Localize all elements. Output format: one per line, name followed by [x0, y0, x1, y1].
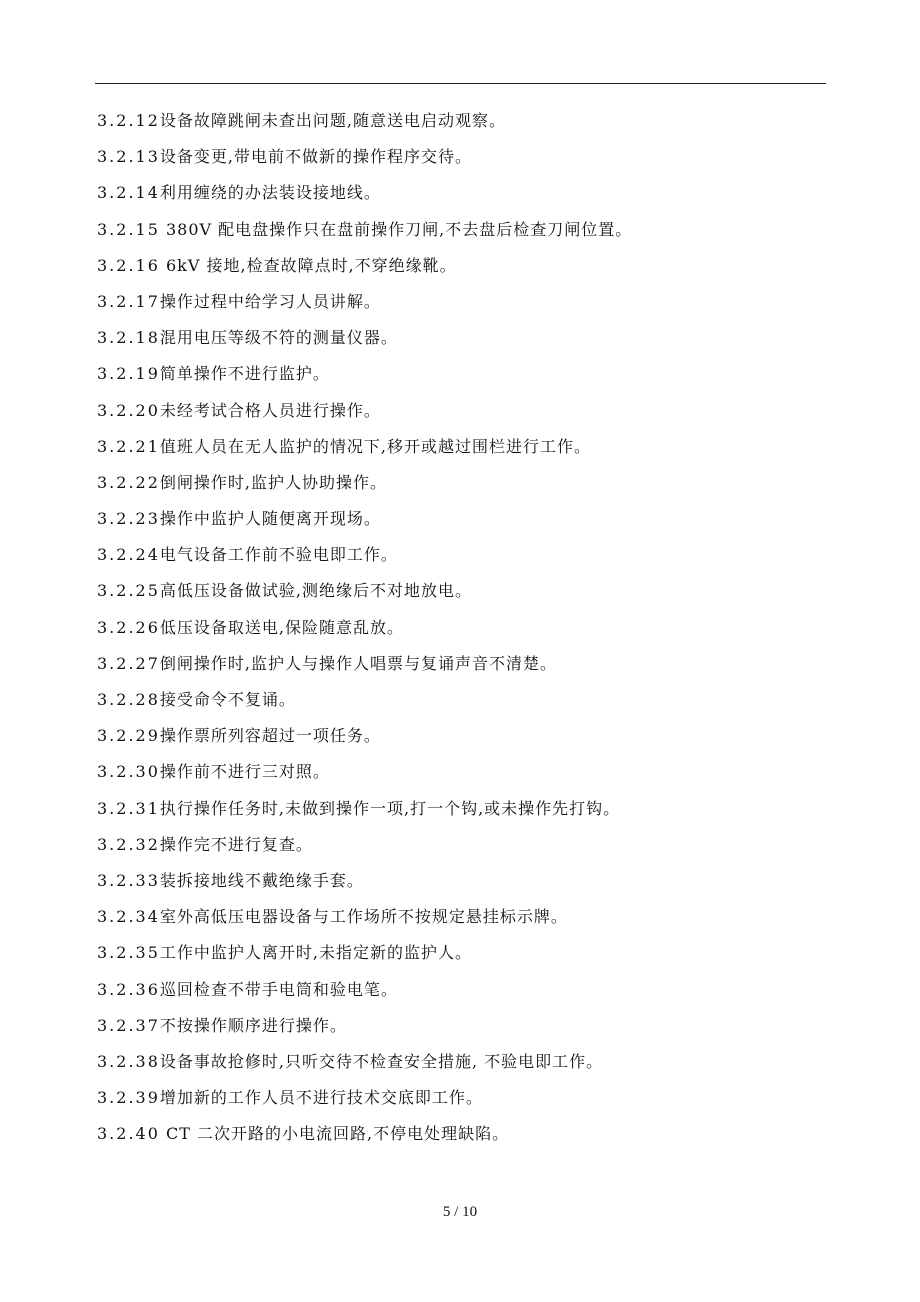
item-number: 3.2.38 — [97, 1051, 160, 1071]
item-text: 工作中监护人离开时,未指定新的监护人。 — [159, 943, 472, 963]
item-text: 室外高低压电器设备与工作场所不按规定悬挂标示牌。 — [159, 907, 568, 927]
item-number: 3.2.12 — [97, 111, 160, 130]
item-number: 3.2.32 — [97, 834, 160, 854]
item-number: 3.2.28 — [97, 690, 160, 709]
list-item — [97, 1044, 837, 1080]
list-item — [97, 718, 837, 754]
item-text: 倒闸操作时,监护人与操作人唱票与复诵声音不清楚。 — [159, 653, 557, 673]
item-number: 3.2.24 — [97, 545, 160, 565]
list-item — [97, 610, 837, 646]
list-item — [97, 212, 837, 248]
item-number: 3.2.22 — [97, 472, 160, 492]
item-text: 设备变更,带电前不做新的操作程序交待。 — [159, 147, 472, 167]
item-number: 3.2.35 — [97, 943, 160, 963]
list-item — [97, 646, 837, 682]
item-text: 混用电压等级不符的测量仪器。 — [159, 328, 398, 348]
item-text: 装拆接地线不戴绝缘手套。 — [159, 870, 364, 890]
item-number: 3.2.27 — [97, 653, 160, 673]
item-text: 电气设备工作前不验电即工作。 — [159, 545, 398, 565]
item-text: 380V 配电盘操作只在盘前操作刀闸,不去盘后检查刀闸位置。 — [159, 219, 633, 239]
item-number: 3.2.18 — [97, 328, 160, 348]
list-item — [97, 320, 837, 356]
item-text: 低压设备取送电,保险随意乱放。 — [159, 617, 404, 637]
item-number: 3.2.25 — [97, 581, 160, 601]
item-number: 3.2.20 — [97, 400, 160, 420]
list-item — [97, 465, 837, 501]
item-text: 操作票所列容超过一项任务。 — [159, 726, 381, 746]
item-text: 倒闸操作时,监护人协助操作。 — [159, 472, 387, 492]
item-number: 3.2.16 — [97, 255, 160, 275]
list-item — [97, 175, 837, 211]
list-item — [97, 1008, 837, 1044]
item-text: 简单操作不进行监护。 — [159, 364, 330, 384]
item-number: 3.2.31 — [97, 798, 160, 818]
item-number: 3.2.34 — [97, 907, 160, 927]
item-number: 3.2.13 — [97, 147, 160, 167]
list-item — [97, 682, 837, 718]
item-number: 3.2.26 — [97, 617, 160, 637]
list-item — [97, 972, 837, 1008]
item-number: 3.2.33 — [97, 870, 160, 890]
item-number: 3.2.40 — [97, 1124, 160, 1144]
item-number: 3.2.19 — [97, 364, 160, 384]
list-item — [97, 356, 837, 392]
item-number: 3.2.37 — [97, 1015, 160, 1035]
page-number: 5 / 10 — [442, 1204, 478, 1220]
item-number: 3.2.29 — [97, 726, 160, 746]
list-item — [97, 863, 837, 899]
item-text: 设备故障跳闸未查出问题,随意送电启动观察。 — [159, 111, 506, 130]
list-item — [97, 899, 837, 935]
list-item — [97, 248, 837, 284]
list-item — [97, 791, 837, 827]
list-item — [97, 139, 837, 175]
list-item — [97, 393, 837, 429]
item-text: 巡回检查不带手电筒和验电笔。 — [159, 979, 398, 999]
list-item — [97, 1116, 837, 1152]
list-item — [97, 935, 837, 971]
list-item — [97, 501, 837, 537]
item-text: 操作过程中给学习人员讲解。 — [159, 291, 381, 311]
item-text: 未经考试合格人员进行操作。 — [159, 400, 381, 420]
item-number: 3.2.30 — [97, 762, 160, 782]
item-text: 操作中监护人随便离开现场。 — [159, 509, 381, 529]
header-rule — [95, 83, 826, 84]
item-text: 增加新的工作人员不进行技术交底即工作。 — [159, 1088, 483, 1108]
list-item — [97, 754, 837, 790]
item-number: 3.2.17 — [97, 291, 160, 311]
item-number: 3.2.39 — [97, 1088, 160, 1108]
rule-item-list — [97, 103, 837, 1152]
item-text: CT 二次开路的小电流回路,不停电处理缺陷。 — [159, 1124, 510, 1144]
list-item — [97, 429, 837, 465]
item-number: 3.2.15 — [97, 219, 160, 239]
item-text: 接受命令不复诵。 — [159, 690, 296, 709]
list-item — [97, 827, 837, 863]
list-item — [97, 573, 837, 609]
item-text: 操作前不进行三对照。 — [159, 762, 330, 782]
item-number: 3.2.23 — [97, 509, 160, 529]
item-text: 执行操作任务时,未做到操作一项,打一个钩,或未操作先打钩。 — [159, 798, 621, 818]
item-text: 6kV 接地,检查故障点时,不穿绝缘靴。 — [159, 255, 457, 275]
list-item — [97, 1080, 837, 1116]
item-text: 高低压设备做试验,测绝缘后不对地放电。 — [159, 581, 472, 601]
list-item — [97, 103, 837, 139]
item-number: 3.2.36 — [97, 979, 160, 999]
item-text: 操作完不进行复查。 — [159, 834, 313, 854]
item-text: 值班人员在无人监护的情况下,移开或越过围栏进行工作。 — [159, 436, 591, 456]
item-number: 3.2.21 — [97, 436, 160, 456]
item-text: 不按操作顺序进行操作。 — [159, 1015, 347, 1035]
list-item — [97, 284, 837, 320]
item-text: 设备事故抢修时,只听交待不检查安全措施, 不验电即工作。 — [159, 1051, 604, 1071]
list-item — [97, 537, 837, 573]
item-text: 利用缠绕的办法装设接地线。 — [159, 183, 381, 203]
item-number: 3.2.14 — [97, 183, 160, 203]
